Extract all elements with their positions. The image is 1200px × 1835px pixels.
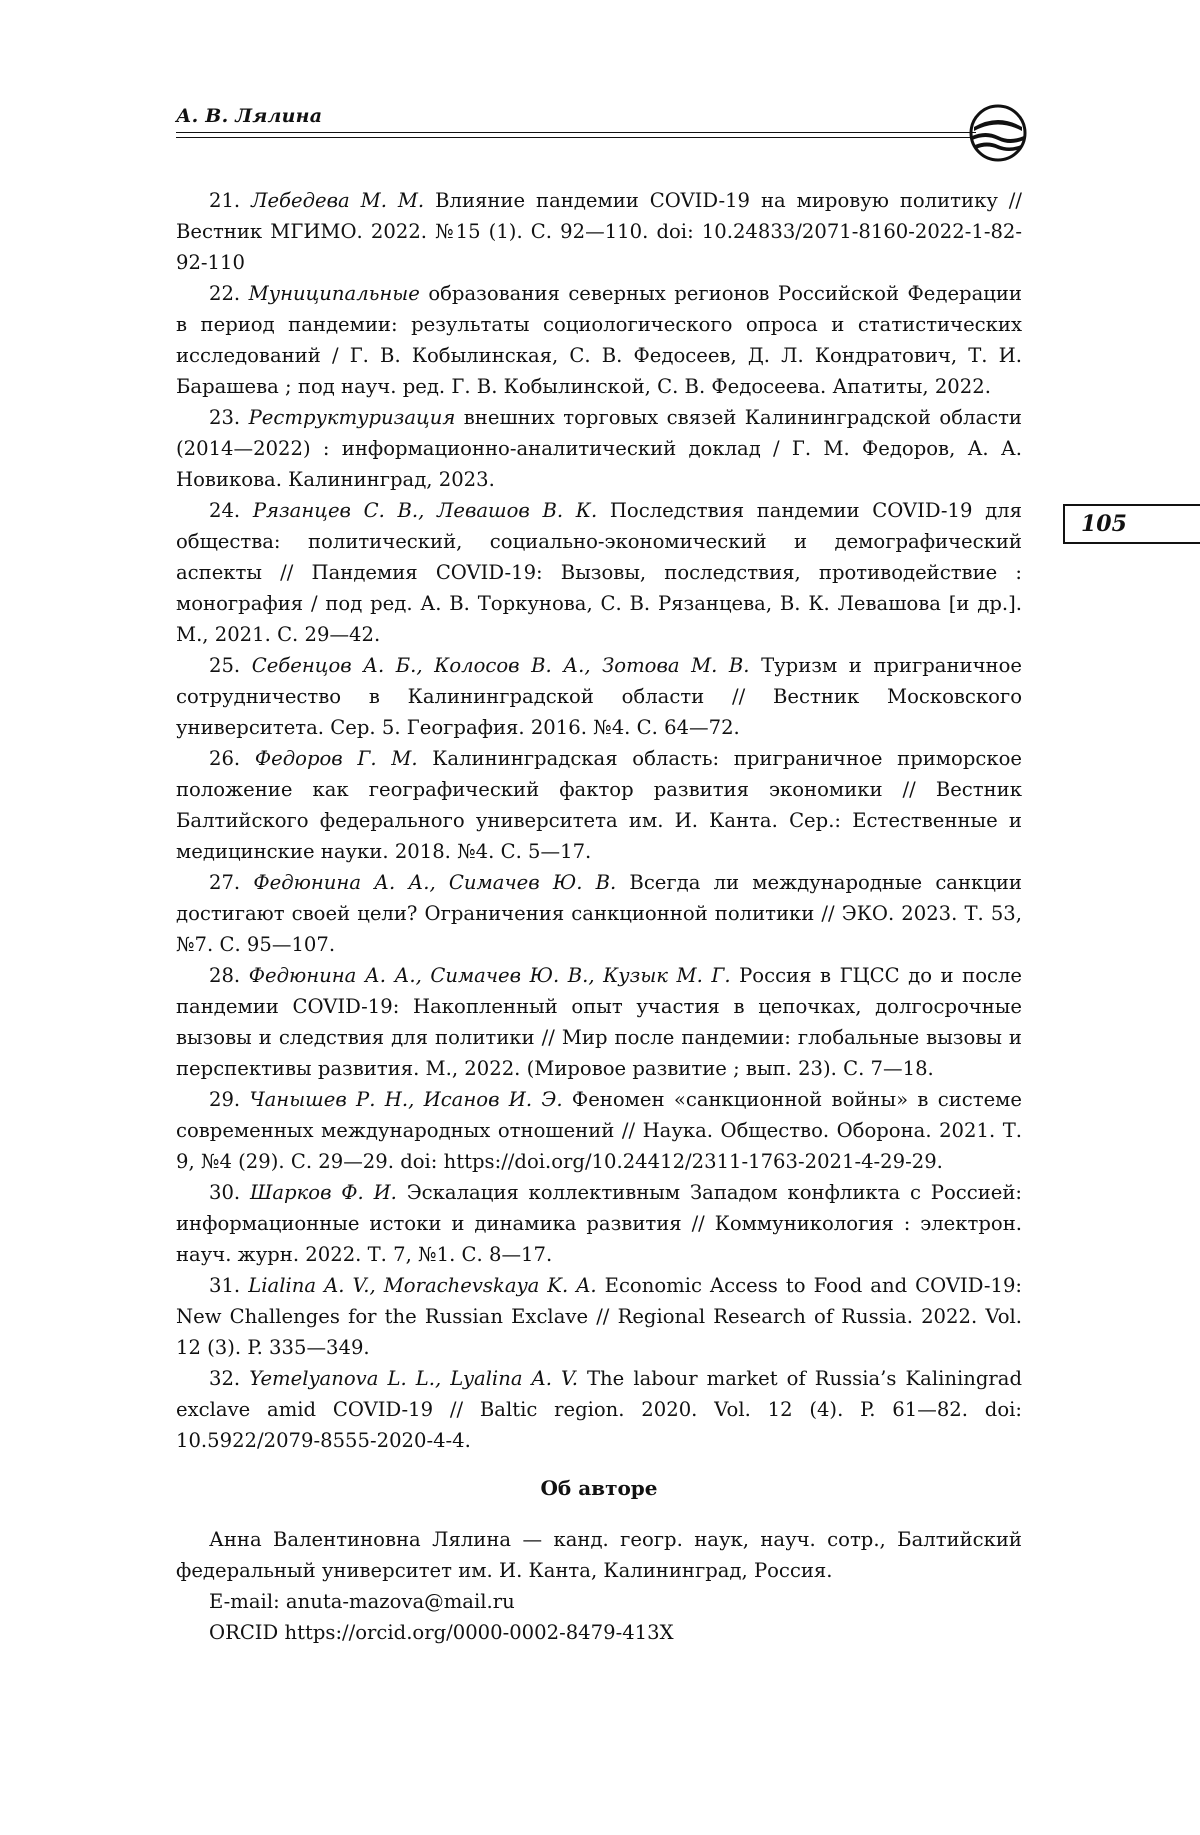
- reference-number: 24.: [209, 499, 241, 522]
- reference-number: 23.: [209, 406, 241, 429]
- page-number: 105: [1081, 511, 1127, 537]
- reference-item: [176, 185, 1022, 278]
- reference-item: [176, 1363, 1022, 1456]
- reference-item: [176, 402, 1022, 495]
- reference-text: Эскалация коллективным Западом конфликта с Россией: информационные истоки и динамика развития // Коммуникология : электрон. науч. журн. 2022. Т. 7, №1. С. 8—17.: [176, 1181, 1023, 1266]
- reference-item: [176, 867, 1022, 960]
- reference-text: The labour market of Russia’s Kaliningrad exclave amid COVID-19 // Baltic region. 2020. Vol. 12 (4). P. 61—82. doi: 10.5922/2079-8555-2020-4-4.: [176, 1367, 1022, 1452]
- reference-authors: Рязанцев С. В., Левашов В. К.: [252, 499, 598, 522]
- reference-item: [176, 278, 1022, 402]
- reference-text: Феномен «санкционной войны» в системе современных международных отношений // Наука. Общество. Оборона. 2021. Т. 9, №4 (29). С. 29—29. doi: https://doi.org/10.24412/2311-1763-2021-4-29-29.: [176, 1088, 1022, 1173]
- reference-item: [176, 743, 1022, 867]
- reference-list: [176, 185, 1022, 1456]
- reference-authors: Реструктуризация: [248, 406, 456, 429]
- reference-authors: Федюнина А. А., Симачев Ю. В., Кузык М. Г.: [248, 964, 731, 987]
- reference-item: [176, 1270, 1022, 1363]
- header-rule: [176, 132, 976, 133]
- reference-authors: Муниципальные: [248, 282, 420, 305]
- reference-authors: Федоров Г. М.: [254, 747, 418, 770]
- reference-text: образования северных регионов Российской Федерации в период пандемии: результаты социологического опроса и статистических исследований / Г. В. Кобылинская, С. В. Федосеев, Д. Л. Кондратович, Т. И. Барашева ; под науч. ред. Г. В. Кобылинской, С. В. Федосеева. Апатиты, 2022.: [176, 282, 1022, 398]
- reference-text: Влияние пандемии COVID-19 на мировую политику // Вестник МГИМО. 2022. №15 (1). С. 92—110. doi: 10.24833/2071-8160-2022-1-82-92-110: [176, 189, 1022, 274]
- reference-item: [176, 1084, 1022, 1177]
- reference-number: 28.: [209, 964, 241, 987]
- reference-text: Последствия пандемии COVID-19 для общества: политический, социально-экономический и демографический аспекты // Пандемия COVID-19: Вызовы, последствия, противодействие : монография / под ред. А. В. Торкунова, С. В. Рязанцева, В. К. Левашова [и др.]. М., 2021. С. 29—42.: [176, 499, 1022, 646]
- reference-item: [176, 960, 1022, 1084]
- page-number-box: [1063, 504, 1200, 544]
- reference-text: Туризм и приграничное сотрудничество в Калининградской области // Вестник Московского университета. Сер. 5. География. 2016. №4. С. 64—72.: [176, 654, 1023, 739]
- author-bio: Анна Валентиновна Лялина — канд. геогр. наук, науч. сотр., Балтийский федеральный университет им. И. Канта, Калининград, Россия.: [176, 1528, 1022, 1582]
- reference-number: 29.: [209, 1088, 241, 1111]
- reference-number: 32.: [209, 1367, 241, 1390]
- reference-authors: Федюнина А. А., Симачев Ю. В.: [253, 871, 617, 894]
- reference-text: Россия в ГЦСС до и после пандемии COVID-19: Накопленный опыт участия в цепочках, долгосрочные вызовы и следствия для политики // Мир после пандемии: глобальные вызовы и перспективы развития. М., 2022. (Мировое развитие ; вып. 23). С. 7—18.: [176, 964, 1023, 1080]
- reference-authors: Себенцов А. Б., Колосов В. А., Зотова М. В.: [251, 654, 750, 677]
- reference-number: 27.: [209, 871, 241, 894]
- header-rule-thin: [176, 137, 976, 138]
- reference-item: [176, 1177, 1022, 1270]
- author-email: E-mail: anuta-mazova@mail.ru: [209, 1590, 515, 1613]
- reference-authors: Чанышев Р. Н., Исанов И. Э.: [249, 1088, 563, 1111]
- reference-number: 31.: [209, 1274, 241, 1297]
- author-orcid: ORCID https://orcid.org/0000-0002-8479-413X: [209, 1621, 674, 1644]
- reference-text: Калининградская область: приграничное приморское положение как географический фактор развития экономики // Вестник Балтийского федерального университета им. И. Канта. Сер.: Естественные и медицинские науки. 2018. №4. С. 5—17.: [176, 747, 1022, 863]
- running-author: А. В. Лялина: [176, 105, 323, 127]
- reference-number: 22.: [209, 282, 241, 305]
- reference-authors: Lialina A. V., Morachevskaya K. A.: [248, 1274, 597, 1297]
- reference-text: Всегда ли международные санкции достигают своей цели? Ограничения санкционной политики // ЭКО. 2023. Т. 53, №7. С. 95—107.: [176, 871, 1022, 956]
- page-header: [176, 103, 1026, 165]
- journal-logo-icon: [968, 103, 1028, 163]
- about-author: [176, 1524, 1022, 1648]
- reference-number: 26.: [209, 747, 241, 770]
- reference-number: 25.: [209, 654, 241, 677]
- reference-authors: Yemelyanova L. L., Lyalina A. V.: [249, 1367, 578, 1390]
- reference-text: Economic Access to Food and COVID-19: New Challenges for the Russian Exclave // Regional Research of Russia. 2022. Vol. 12 (3). P. 335—349.: [176, 1274, 1023, 1359]
- about-author-title: Об авторе: [540, 1476, 658, 1500]
- reference-number: 30.: [209, 1181, 241, 1204]
- reference-text: внешних торговых связей Калининградской области (2014—2022) : информационно-аналитический доклад / Г. М. Федоров, А. А. Новикова. Калининград, 2023.: [176, 406, 1022, 491]
- reference-number: 21.: [209, 189, 241, 212]
- reference-item: [176, 650, 1022, 743]
- reference-authors: Лебедева М. М.: [251, 189, 425, 212]
- reference-authors: Шарков Ф. И.: [249, 1181, 397, 1204]
- reference-item: [176, 495, 1022, 650]
